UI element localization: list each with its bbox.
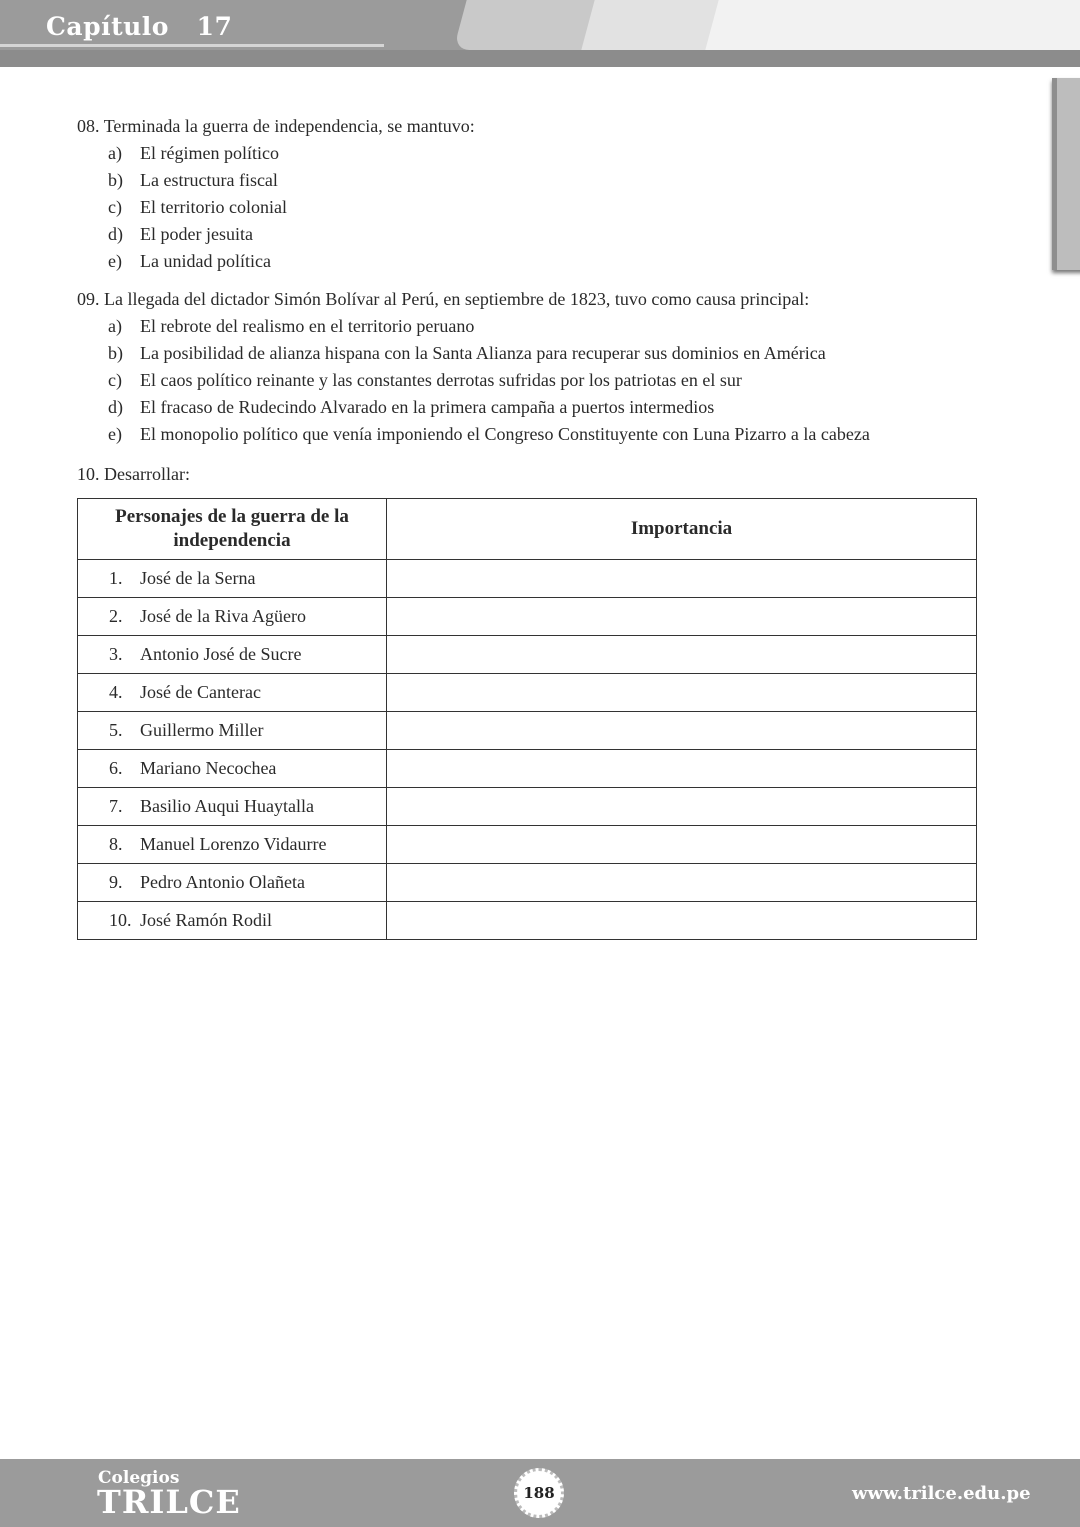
character-name: Manuel Lorenzo Vidaurre (140, 834, 327, 854)
website-link[interactable]: www.trilce.edu.pe (852, 1483, 1031, 1504)
option-b (77, 167, 475, 194)
character-cell (78, 902, 387, 940)
column-header-characters: Personajes de la guerra de la independencia (78, 499, 387, 560)
character-cell (78, 750, 387, 788)
option-text: El rebrote del realismo en el territorio peruano (140, 316, 475, 336)
question-10 (77, 461, 190, 488)
character-cell (78, 788, 387, 826)
character-name: José Ramón Rodil (140, 910, 273, 930)
row-number: 10. (109, 910, 132, 930)
option-text: La posibilidad de alianza hispana con la Santa Alianza para recuperar sus dominios en América (140, 343, 826, 363)
character-cell (78, 560, 387, 598)
table-header-row (78, 499, 977, 560)
character-cell (78, 636, 387, 674)
question-number: 08. (77, 116, 100, 136)
question-number: 10. (77, 464, 100, 484)
question-08 (77, 113, 475, 275)
option-text: El poder jesuita (140, 224, 253, 244)
option-letter: d) (108, 397, 123, 417)
header-bottom-strip (0, 50, 1080, 67)
question-text: La llegada del dictador Simón Bolívar al Perú, en septiembre de 1823, tuvo como causa principal: (104, 289, 810, 309)
option-text: El territorio colonial (140, 197, 287, 217)
importance-cell[interactable] (387, 750, 977, 788)
question-text: Desarrollar: (104, 464, 190, 484)
importance-cell[interactable] (387, 636, 977, 674)
importance-cell[interactable] (387, 598, 977, 636)
option-b (77, 340, 870, 367)
table-row (78, 636, 977, 674)
page-header (0, 0, 1080, 67)
side-tab (1052, 78, 1080, 270)
option-a (77, 140, 475, 167)
importance-cell[interactable] (387, 902, 977, 940)
table-row (78, 750, 977, 788)
character-cell (78, 864, 387, 902)
option-c (77, 367, 870, 394)
character-name: Pedro Antonio Olañeta (140, 872, 305, 892)
question-number: 09. (77, 289, 100, 309)
option-letter: c) (108, 370, 122, 390)
row-number: 8. (109, 834, 123, 854)
option-letter: a) (108, 316, 122, 336)
row-number: 4. (109, 682, 123, 702)
table-row (78, 788, 977, 826)
character-name: José de la Riva Agüero (140, 606, 306, 626)
question-text: Terminada la guerra de independencia, se mantuvo: (103, 116, 475, 136)
table-row (78, 902, 977, 940)
table-row (78, 864, 977, 902)
character-name: Basilio Auqui Huaytalla (140, 796, 314, 816)
importance-cell[interactable] (387, 864, 977, 902)
chapter-title: Capítulo 17 (46, 12, 233, 41)
option-letter: e) (108, 251, 122, 271)
row-number: 7. (109, 796, 123, 816)
option-letter: e) (108, 424, 122, 444)
character-cell (78, 712, 387, 750)
option-letter: d) (108, 224, 123, 244)
option-text: La estructura fiscal (140, 170, 278, 190)
character-name: Antonio José de Sucre (140, 644, 302, 664)
characters-table (77, 498, 977, 940)
header-decoration (581, 0, 724, 50)
character-name: Mariano Necochea (140, 758, 277, 778)
option-text: El régimen político (140, 143, 279, 163)
question-stem (77, 113, 475, 140)
character-cell (78, 826, 387, 864)
importance-cell[interactable] (387, 826, 977, 864)
table-row (78, 826, 977, 864)
importance-cell[interactable] (387, 788, 977, 826)
character-cell (78, 674, 387, 712)
question-stem (77, 286, 870, 313)
option-text: La unidad política (140, 251, 271, 271)
option-text: El monopolio político que venía imponiendo el Congreso Constituyente con Luna Pizarro a la cabeza (140, 424, 870, 444)
table-row (78, 560, 977, 598)
option-e (77, 248, 475, 275)
row-number: 5. (109, 720, 123, 740)
option-letter: c) (108, 197, 122, 217)
option-c (77, 194, 475, 221)
row-number: 1. (109, 568, 123, 588)
question-09 (77, 286, 870, 448)
character-cell (78, 598, 387, 636)
option-a (77, 313, 870, 340)
logo-trilce: TRILCE (97, 1483, 241, 1521)
importance-cell[interactable] (387, 712, 977, 750)
option-e (77, 421, 870, 448)
row-number: 6. (109, 758, 123, 778)
table-row (78, 598, 977, 636)
importance-cell[interactable] (387, 560, 977, 598)
question-stem (77, 461, 190, 488)
character-name: José de la Serna (140, 568, 256, 588)
option-d (77, 394, 870, 421)
character-name: José de Canterac (140, 682, 261, 702)
row-number: 3. (109, 644, 123, 664)
importance-cell[interactable] (387, 674, 977, 712)
table-row (78, 674, 977, 712)
logo-subtitle: Colegios (98, 1468, 180, 1488)
row-number: 2. (109, 606, 123, 626)
option-text: El fracaso de Rudecindo Alvarado en la primera campaña a puertos intermedios (140, 397, 715, 417)
row-number: 9. (109, 872, 123, 892)
option-text: El caos político reinante y las constantes derrotas sufridas por los patriotas en el sur (140, 370, 742, 390)
header-title-underline (0, 44, 384, 47)
page-footer (0, 1459, 1080, 1527)
option-letter: b) (108, 170, 123, 190)
character-name: Guillermo Miller (140, 720, 264, 740)
option-letter: b) (108, 343, 123, 363)
option-letter: a) (108, 143, 122, 163)
table-row (78, 712, 977, 750)
page-number-badge (514, 1468, 564, 1518)
header-decoration (705, 0, 1080, 50)
page-number: 188 (523, 1484, 555, 1502)
option-d (77, 221, 475, 248)
column-header-importance: Importancia (387, 499, 977, 560)
